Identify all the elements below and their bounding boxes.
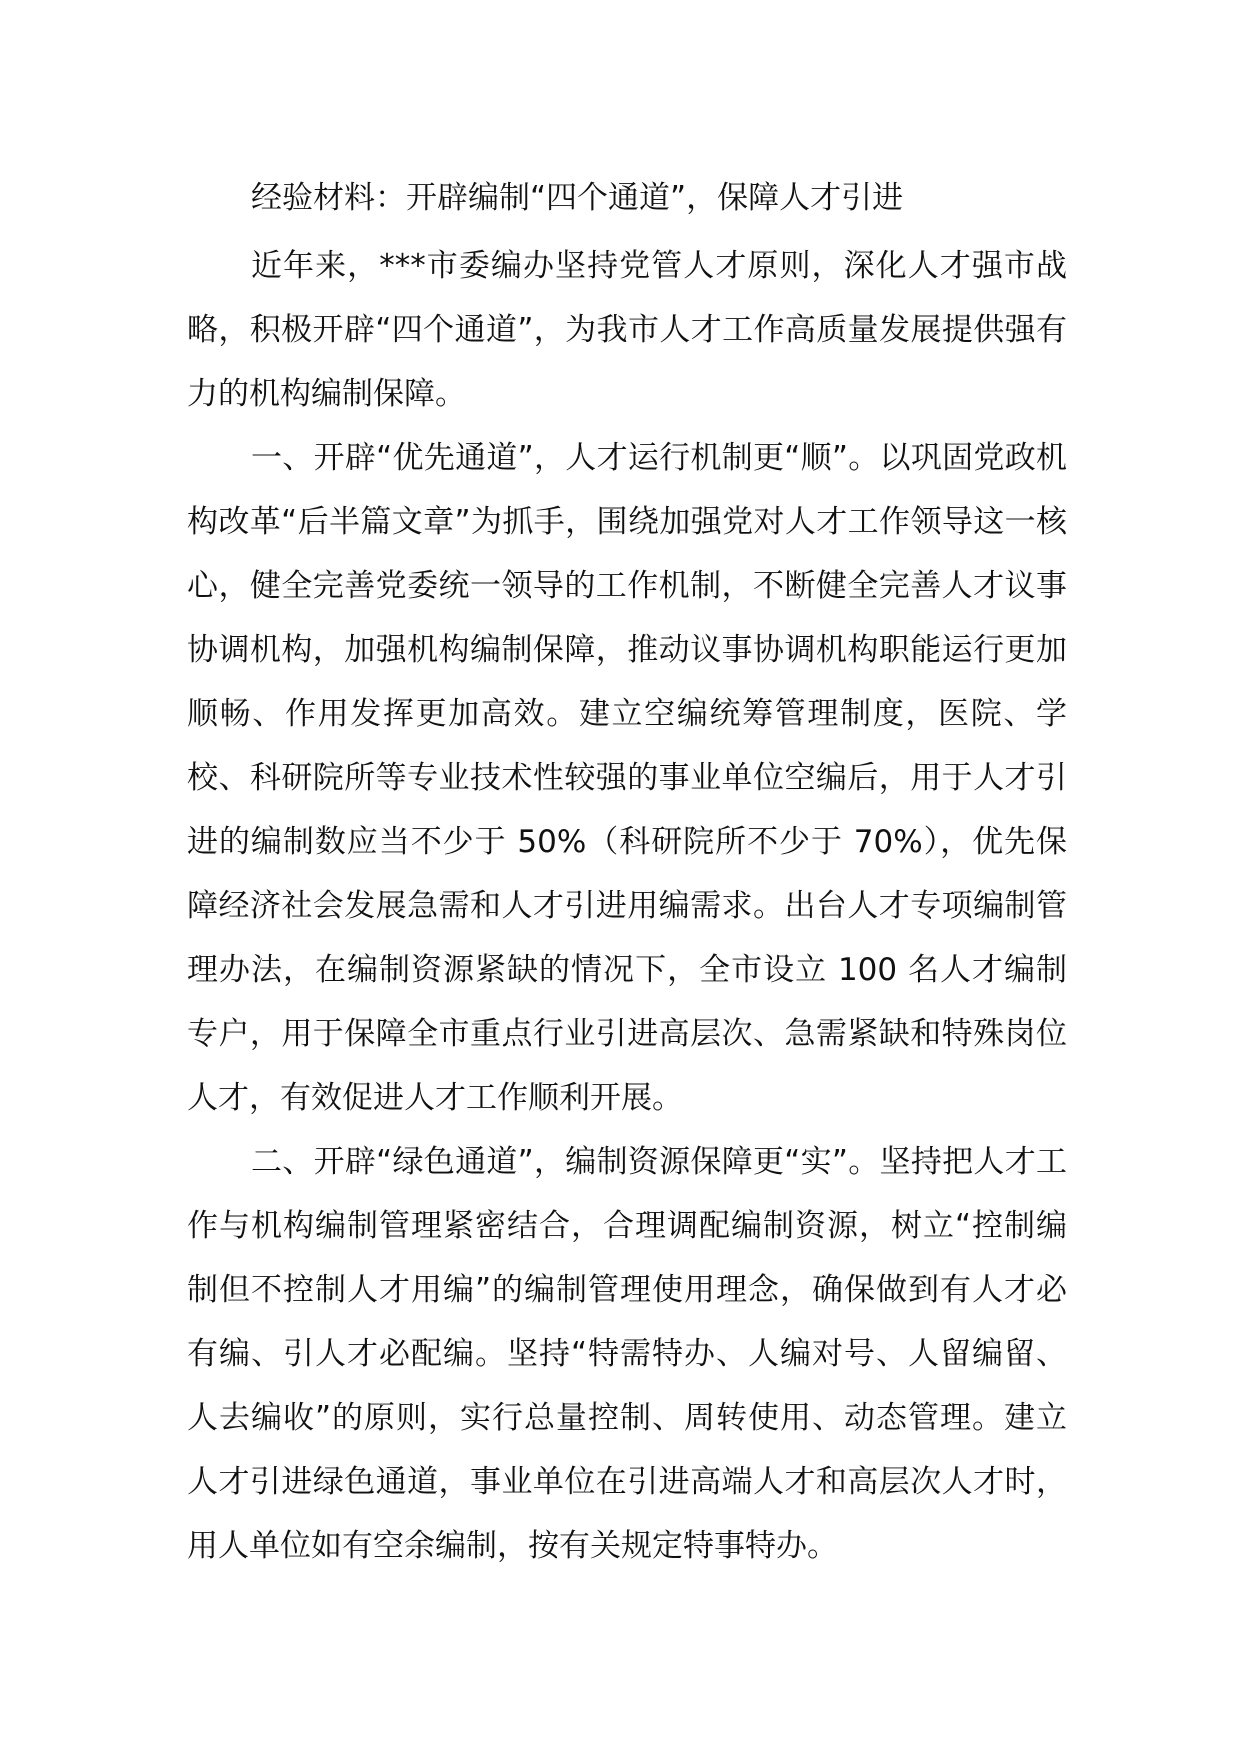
document-body [187,170,1067,1578]
intro-paragraph: 近年来，***市委编办坚持党管人才原则，深化人才强市战略，积极开辟“四个通道”，为我市人才工作高质量发展提供强有力的机构编制保障。 [187,248,1067,412]
document-title: 经验材料：开辟编制“四个通道”，保障人才引进 [251,180,904,216]
section-two-paragraph: 二、开辟“绿色通道”，编制资源保障更“实”。坚持把人才工作与机构编制管理紧密结合，合理调配编制资源，树立“控制编制但不控制人才用编”的编制管理使用理念，确保做到有人才必有编、引人才必配编。坚持“特需特办、人编对号、人留编留、人去编收”的原则，实行总量控制、周转使用、动态管理。建立人才引进绿色通道，事业单位在引进高端人才和高层次人才时，用人单位如有空余编制，按有关规定特事特办。 [187,1144,1067,1564]
section-one-paragraph: 一、开辟“优先通道”，人才运行机制更“顺”。以巩固党政机构改革“后半篇文章”为抓手，围绕加强党对人才工作领导这一核心，健全完善党委统一领导的工作机制，不断健全完善人才议事协调机构，加强机构编制保障，推动议事协调机构职能运行更加顺畅、作用发挥更加高效。建立空编统筹管理制度，医院、学校、科研院所等专业技术性较强的事业单位空编后，用于人才引进的编制数应当不少于 50%（科研院所不少于 70%），优先保障经济社会发展急需和人才引进用编需求。出台人才专项编制管理办法，在编制资源紧缺的情况下，全市设立 100 名人才编制专户，用于保障全市重点行业引进高层次、急需紧缺和特殊岗位人才，有效促进人才工作顺利开展。 [187,440,1067,1116]
